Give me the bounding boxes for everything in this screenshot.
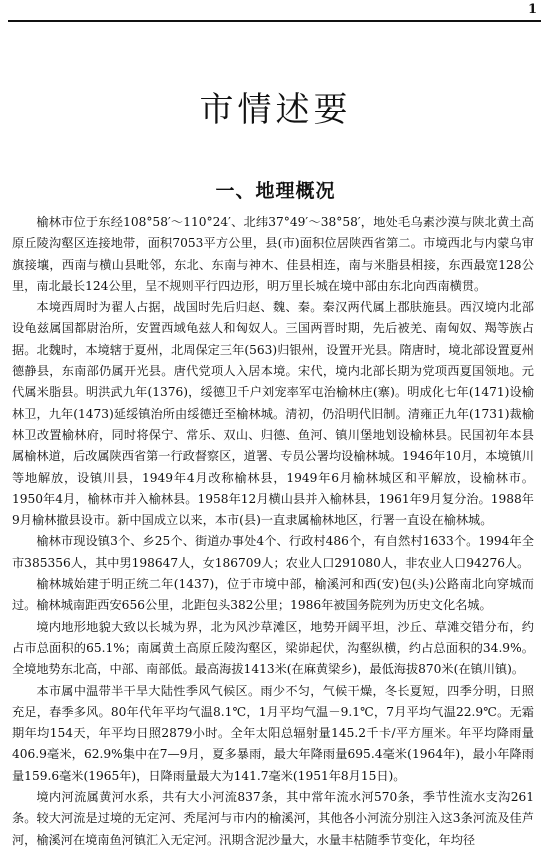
paragraph-history: 本境西周时为翟人占据，战国时先后归赵、魏、秦。秦汉两代属上郡肤施县。西汉境内北部设龟兹属国都尉治所，安置西域龟兹人和匈奴人。三国两晋时期，先后被羌、南匈奴、羯等族占据。北魏时，本境辖于夏州，北周保定三年(563)归银州，设置开光县。隋唐时，境北部设置夏州德静县，东南部仍属开光县。唐代党项人入居本境。宋代，境内北部长期为党项西夏国领地。元代属米脂县。明洪武九年(1376)，绥德卫千户刘宠率军屯治榆林庄(寨)。明成化七年(1471)设榆林卫，九年(1473)延绥镇治所由绥德迁至榆林城。清初，仍沿明代旧制。清雍正九年(1731)裁榆林卫改置榆林府，同时将保宁、常乐、双山、归德、鱼河、镇川堡地划设榆林县。民国初年本县属榆林道，后改属陕西省第一行政督察区，道署、专员公署均设榆林城。1946年10月，本境镇川等地解放，设镇川县，1949年4月改称榆林县，1949年6月榆林城区和平解放，设榆林市。1950年4月，榆林市并入榆林县。1958年12月横山县并入榆林县，1961年9月复分治。1988年9月榆林撤县设市。新中国成立以来，本市(县)一直隶属榆林地区，行署一直设在榆林城。 (12, 300, 534, 528)
section-title: 一、地理概况 (215, 180, 336, 202)
paragraph-administration: 榆林市现设镇3个、乡25个、街道办事处4个、行政村486个，有自然村1633个。1994年全市385356人，其中男198647人，女186709人；农业人口291080人，非农业人口94276人。 (12, 534, 534, 570)
page-number: 1 (527, 2, 537, 17)
paragraph-climate: 本市属中温带半干旱大陆性季风气候区。雨少不匀，气候干燥，冬长夏短，四季分明，日照充足，春季多风。80年代年平均气温8.1℃，1月平均气温－9.1℃，7月平均气温22.9℃。无霜期年均154天，年平均日照2879小时。全年太阳总辐射量145.2千卡/平方厘米。年平均降雨量406.9毫米，62.9%集中在7—9月，夏多暴雨，最大年降雨量695.4毫米(1964年)，最小年降雨量159.6毫米(1965年)，日降雨量最大为141.7毫米(1951年8月15日)。 (12, 683, 534, 783)
paragraph-location: 榆林市位于东经108°58′～110°24′、北纬37°49′～38°58′，地处毛乌素沙漠与陕北黄土高原丘陵沟壑区连接地带，面积7053平方公里，县(市)面积位居陕西省第二。市境西北与内蒙乌审旗接壤，西南与横山县毗邻，东北、东南与神木、佳县相连，南与米脂县相接，东西最宽128公里，南北最长124公里，呈不规则平行四边形，明万里长城在境中部由东北向西南横贯。 (12, 215, 534, 293)
paragraph-rivers: 境内河流属黄河水系，共有大小河流837条，其中常年流水河570条，季节性流水支沟261条。较大河流是过境的无定河、秃尾河与市内的榆溪河，其他各小河流分别注入这3条河流及佳芦河，榆溪河在境南鱼河镇汇入无定河。汛期含泥沙量大，水量丰枯随季节变化，年均径 (12, 790, 534, 847)
chapter-title: 市情述要 (199, 90, 352, 130)
paragraph-terrain: 境内地形地貌大致以长城为界，北为风沙草滩区，地势开阔平坦，沙丘、草滩交错分布，约占市总面积的65.1%；南属黄土高原丘陵沟壑区，梁峁起伏，沟壑纵横，约占总面积的34.9%。全境地势东北高，中部、南部低。最高海拔1413米(在麻黄梁乡)，最低海拔870米(在镇川镇)。 (12, 619, 534, 677)
header-rule (8, 20, 541, 22)
paragraph-city: 榆林城始建于明正统二年(1437)，位于市境中部，榆溪河和西(安)包(头)公路南北向穿城而过。榆林城南距西安656公里，北距包头382公里；1986年被国务院列为历史文化名城。 (12, 577, 534, 613)
body-text (12, 212, 534, 851)
